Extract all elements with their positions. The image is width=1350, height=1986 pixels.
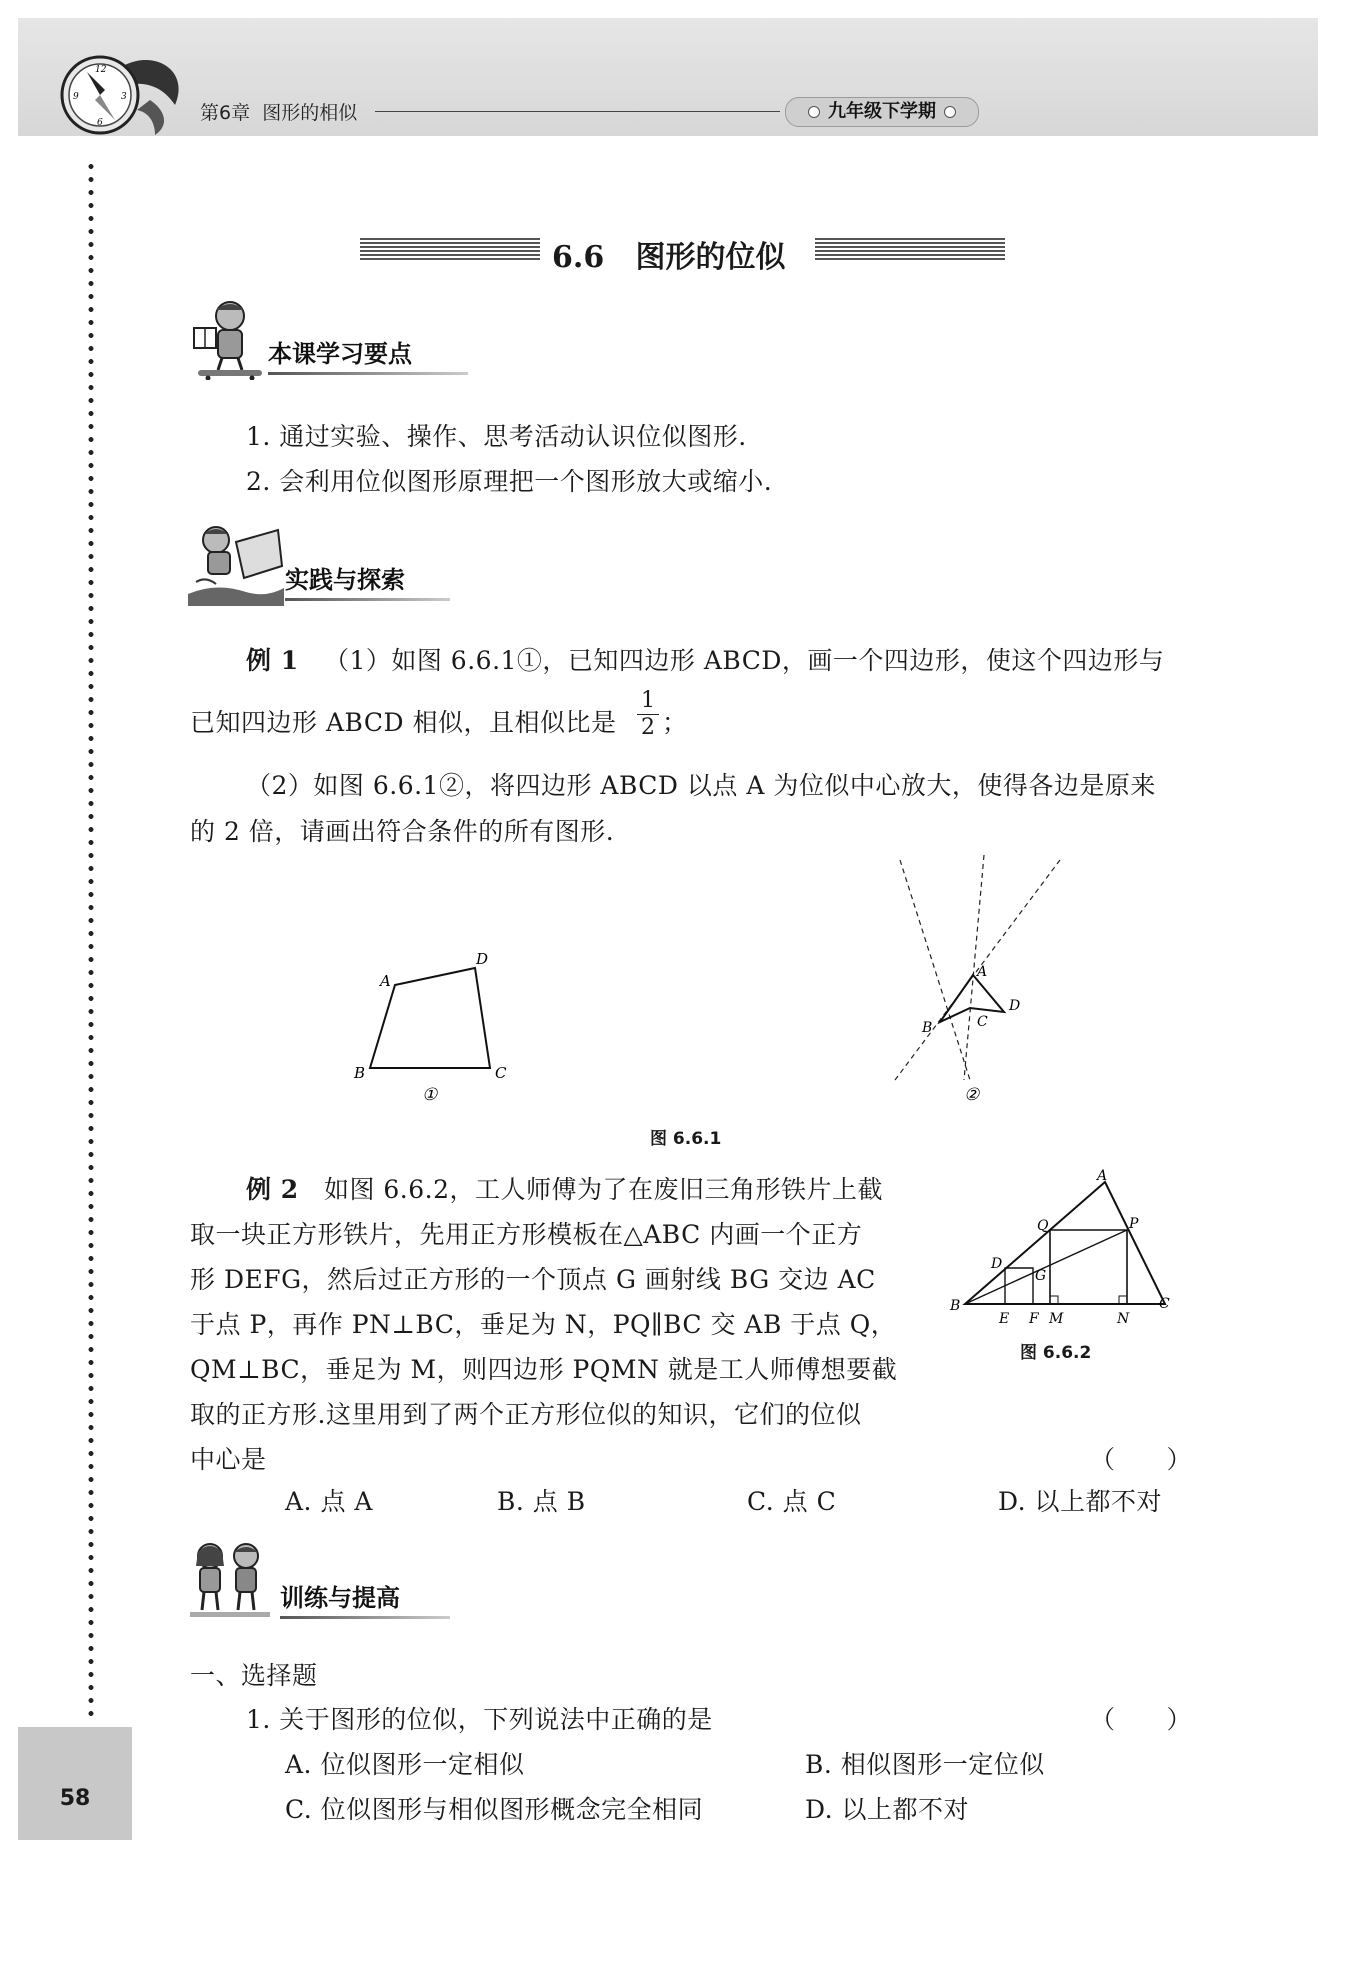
fig2-circled-label: ② xyxy=(964,1085,980,1105)
example2-option-b: B. 点 B xyxy=(497,1487,586,1516)
page-number-box xyxy=(18,1727,132,1840)
question-1-option-b: B. 相似图形一定位似 xyxy=(805,1750,1045,1779)
grade-label: 九年级下学期 xyxy=(828,101,936,122)
dashed-line-1 xyxy=(900,860,970,1080)
example2-text-3: 形 DEFG，然后过正方形的一个顶点 G 画射线 BG 交边 AC xyxy=(190,1265,876,1294)
example1-part2-line1: （2）如图 6.6.1②，将四边形 ABCD 以点 A 为位似中心放大，使得各边是原来 xyxy=(246,771,1156,800)
example2-text-7: 中心是 xyxy=(190,1445,267,1474)
fig3-label-d: D xyxy=(991,1256,1003,1272)
fig3-label-m: M xyxy=(1049,1311,1064,1327)
ratio-fraction xyxy=(637,688,659,741)
section-title xyxy=(552,232,786,276)
square-defg xyxy=(1005,1268,1033,1304)
fig1-label-b: B xyxy=(354,1064,366,1082)
example2-text-5: QM⊥BC，垂足为 M，则四边形 PQMN 就是工人师傅想要截 xyxy=(190,1355,898,1384)
square-pqmn xyxy=(1050,1230,1127,1304)
example1-part2-line2: 的 2 倍，请画出符合条件的所有图形. xyxy=(190,817,615,846)
training-heading: 训练与提高 xyxy=(280,1584,400,1612)
svg-text:6: 6 xyxy=(97,118,103,128)
dotted-margin-line xyxy=(88,160,94,1720)
ratio-numerator: 1 xyxy=(637,688,659,715)
fig3-label-q: Q xyxy=(1037,1218,1049,1234)
choice-section-title: 一、选择题 xyxy=(190,1661,318,1690)
example1-part1-line1: （1）如图 6.6.1①，已知四边形 ABCD，画一个四边形，使这个四边形与 xyxy=(323,646,1165,675)
example2-text-2: 取一块正方形铁片，先用正方形模板在△ABC 内画一个正方 xyxy=(190,1220,863,1249)
question-1-bracket: （ ） xyxy=(1090,1705,1193,1734)
figure-6-6-2-caption: 图 6.6.2 xyxy=(1020,1343,1092,1363)
chapter-number: 第6章 xyxy=(200,102,251,124)
fig3-label-n: N xyxy=(1117,1311,1130,1327)
key-points-heading: 本课学习要点 xyxy=(268,340,412,368)
right-angle-m xyxy=(1050,1296,1058,1304)
question-1-text: 1. 关于图形的位似，下列说法中正确的是 xyxy=(246,1705,713,1734)
fig3-label-p: P xyxy=(1129,1216,1139,1232)
example1-line2 xyxy=(190,703,616,739)
grade-badge xyxy=(785,97,979,127)
question-1-option-c: C. 位似图形与相似图形概念完全相同 xyxy=(285,1795,704,1824)
fig3-label-c: C xyxy=(1159,1296,1170,1312)
question-1-option-d: D. 以上都不对 xyxy=(805,1795,970,1824)
key-point-2: 2. 会利用位似图形原理把一个图形放大或缩小. xyxy=(246,467,773,496)
fig2-label-c: C xyxy=(977,1014,988,1030)
fig3-label-f: F xyxy=(1029,1311,1039,1327)
figure-6-6-2 xyxy=(945,1168,1175,1328)
example2-option-d: D. 以上都不对 xyxy=(998,1487,1163,1516)
example2-option-c: C. 点 C xyxy=(747,1487,837,1516)
reader-boy-icon xyxy=(188,298,268,380)
question-1-option-a: A. 位似图形一定相似 xyxy=(285,1750,525,1779)
example2-line1 xyxy=(246,1170,883,1206)
practice-rule xyxy=(285,598,450,601)
two-kids-icon xyxy=(186,1540,274,1620)
fig1-label-c: C xyxy=(495,1064,507,1082)
practice-heading: 实践与探索 xyxy=(285,566,405,594)
figure-6-6-1-caption: 图 6.6.1 xyxy=(650,1129,722,1149)
right-angle-n xyxy=(1119,1296,1127,1304)
fig2-label-a: A xyxy=(977,964,988,980)
ratio-tail: ； xyxy=(662,708,688,737)
fig2-label-d: D xyxy=(1009,998,1021,1014)
title-stripes-right xyxy=(815,238,1005,260)
surfer-boy-icon xyxy=(186,522,286,610)
chapter-title: 图形的相似 xyxy=(262,102,358,124)
fig1-label-a: A xyxy=(380,972,391,990)
chapter-heading xyxy=(200,98,357,125)
figure-6-6-1 xyxy=(340,850,1080,1120)
key-point-1: 1. 通过实验、操作、思考活动认识位似图形. xyxy=(246,422,747,451)
header-divider xyxy=(375,111,780,112)
triangle-abc xyxy=(965,1182,1165,1304)
compass-logo-icon xyxy=(55,50,205,140)
title-stripes-left xyxy=(360,238,540,260)
fig3-label-b: B xyxy=(950,1298,961,1314)
example1-line1 xyxy=(246,641,1164,677)
key-points-rule xyxy=(268,372,468,375)
page-number: 58 xyxy=(59,1786,91,1811)
fig3-label-g: G xyxy=(1035,1268,1047,1284)
example1-label: 例 1 xyxy=(246,646,299,675)
example2-label: 例 2 xyxy=(246,1175,299,1204)
example2-text-1: 如图 6.6.2，工人师傅为了在废旧三角形铁片上截 xyxy=(323,1175,884,1204)
section-number: 6.6 xyxy=(552,240,605,275)
fig1-circled-label: ① xyxy=(422,1085,438,1105)
fig2-label-b: B xyxy=(922,1020,933,1036)
example2-text-6: 取的正方形.这里用到了两个正方形位似的知识，它们的位似 xyxy=(190,1400,862,1429)
training-rule xyxy=(280,1616,450,1619)
ratio-denominator: 2 xyxy=(641,715,655,740)
example2-option-a: A. 点 A xyxy=(285,1487,373,1516)
section-name: 图形的位似 xyxy=(635,240,786,275)
svg-text:3: 3 xyxy=(121,92,127,102)
example1-part1-line2: 已知四边形 ABCD 相似，且相似比是 xyxy=(190,708,617,737)
svg-text:12: 12 xyxy=(95,65,107,75)
svg-text:9: 9 xyxy=(73,92,79,102)
example2-bracket: （ ） xyxy=(1090,1445,1193,1474)
fig3-label-e: E xyxy=(999,1311,1010,1327)
fig3-label-a: A xyxy=(1097,1168,1108,1184)
example2-text-4: 于点 P，再作 PN⊥BC，垂足为 N，PQ∥BC 交 AB 于点 Q， xyxy=(190,1310,897,1339)
ray-bg xyxy=(965,1230,1127,1304)
fig1-label-d: D xyxy=(476,950,489,968)
